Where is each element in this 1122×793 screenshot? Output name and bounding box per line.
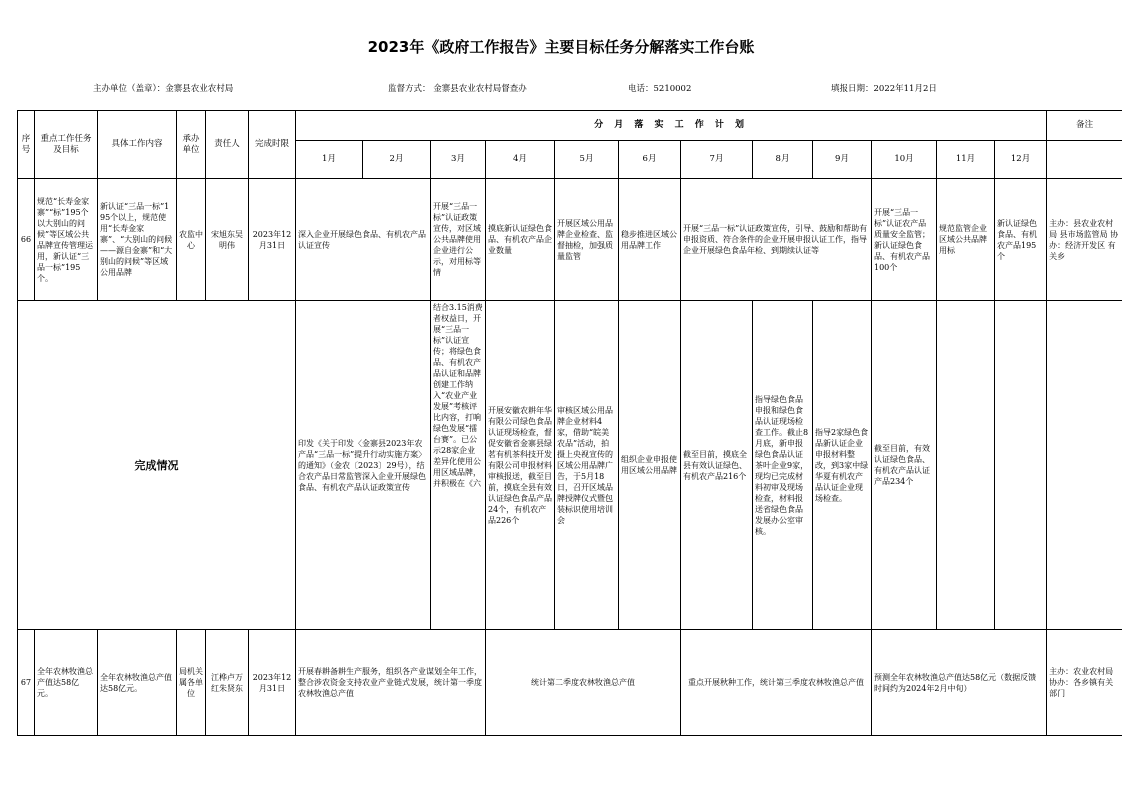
- row66-unit: 农监中心: [177, 179, 206, 301]
- row66-seq: 66: [18, 179, 35, 301]
- row66-plan-may: 开展区域公用品牌企业检查、监督抽检，加强质量监管: [555, 179, 619, 301]
- row67-plan-q2: 统计第二季度农林牧渔总产值: [486, 630, 681, 736]
- completion-row: [18, 301, 1122, 630]
- row66-plan-jul-sep: 开展“三品一标”认证政策宣传，引导、鼓励和帮助有申报资质、符合条件的企业开展申报认证工作，指导企业开展绿色食品年检、到期续认证等: [681, 179, 872, 301]
- row67-unit: 局机关属各单位: [177, 630, 206, 736]
- month-header: 3月: [431, 141, 486, 179]
- row66-plan-nov: 规范监管企业区域公共品牌用标: [937, 179, 995, 301]
- completion-jun: 组织企业申报使用区域公用品牌: [619, 301, 681, 630]
- table-row-67: [18, 630, 1122, 736]
- header-person: 责任人: [206, 111, 249, 179]
- month-header: 12月: [995, 141, 1047, 179]
- completion-mar: 结合3.15消费者权益日，开展“三品一标”认证宣传；将绿色食品、有机农产品认证和品牌创建工作纳入“农业产业发展”考核评比内容，打响绿色发展“擂台赛”。已公示28家企业差异化使用公用区域品牌，并积极在《六: [431, 301, 486, 630]
- completion-may: 审核区域公用品牌企业材料4家，借助“皖美农品”活动，拍摄上央视宣传的区域公用品牌广告，于5月18日，召开区域品牌授牌仪式暨包装标识使用培训会: [555, 301, 619, 630]
- row67-remark: 主办：农业农村局 协办：各乡镇有关部门: [1047, 630, 1122, 736]
- row66-plan-oct: 开展“三品一标”认证农产品质量安全监管；新认证绿色食品、有机农产品100个: [872, 179, 937, 301]
- row67-deadline: 2023年12月31日: [249, 630, 296, 736]
- completion-sep: 指导2家绿色食品新认证企业申报材料整改，到3家中绿华夏有机农产品认证企业现场检查。: [813, 301, 872, 630]
- completion-aug: 指导绿色食品申报和绿色食品认证现场检查工作。截止8月底，新申报绿色食品认证茶叶企业9家，现均已完成材料初审及现场检查，材料报送省绿色食品发展办公室审核。: [753, 301, 813, 630]
- row66-deadline: 2023年12月31日: [249, 179, 296, 301]
- row66-content: 新认证“三品一标”195个以上，规范使用“长寿金家寨”、“大别山的问候——源自金寨”和“大别山的问候”等区域公用品牌: [98, 179, 177, 301]
- row66-remark: 主办：县农业农村局 县市场监管局 协办：经济开发区 有关乡: [1047, 179, 1122, 301]
- month-header: 8月: [753, 141, 813, 179]
- row66-plan-mar: 开展“三品一标”认证政策宣传，对区域公共品牌使用企业进行公示，对用标等情: [431, 179, 486, 301]
- row66-plan-apr: 摸底新认证绿色食品、有机农产品企业数量: [486, 179, 555, 301]
- row66-person: 宋旭东吴明伟: [206, 179, 249, 301]
- completion-remark: [1047, 301, 1122, 630]
- header-task: 重点工作任务及目标: [35, 111, 98, 179]
- table-row-66: [18, 179, 1122, 301]
- row67-task: 全年农林牧渔总产值达58亿元。: [35, 630, 98, 736]
- month-header: 10月: [872, 141, 937, 179]
- header-content: 具体工作内容: [98, 111, 177, 179]
- month-header: 7月: [681, 141, 753, 179]
- month-header: 9月: [813, 141, 872, 179]
- header-seq: 序号: [18, 111, 35, 179]
- month-header: 1月: [296, 141, 363, 179]
- row67-person: 江桦卢万红朱贤东: [206, 630, 249, 736]
- header-row: [18, 111, 1122, 141]
- month-header: 2月: [363, 141, 431, 179]
- completion-oct: 截至目前，有效认证绿色食品、有机农产品认证产品234个: [872, 301, 937, 630]
- completion-dec: [995, 301, 1047, 630]
- month-header: 6月: [619, 141, 681, 179]
- completion-nov: [937, 301, 995, 630]
- row67-seq: 67: [18, 630, 35, 736]
- month-header: 5月: [555, 141, 619, 179]
- row66-plan-jun: 稳步推进区域公用品牌工作: [619, 179, 681, 301]
- task-ledger-table: [17, 110, 1122, 736]
- header-deadline: 完成时限: [249, 111, 296, 179]
- row66-task: 规范“长寿金家寨”“标”195个以大别山的问候”等区域公共品牌宣传管理运用，新认证“三品一标”195个。: [35, 179, 98, 301]
- remark-blank: [1047, 141, 1122, 179]
- completion-apr: 开展安徽农耕年华有限公司绿色食品认证现场检查，督促安徽省金寨县绿茗有机茶科技开发有限公司申报材料审核报送，截至目前，摸底全县有效认证绿色食品产品24个，有机农产品226个: [486, 301, 555, 630]
- row66-plan-dec: 新认证绿色食品、有机农产品195个: [995, 179, 1047, 301]
- completion-jan-feb: 印发《关于印发〈金寨县2023年农产品“三品一标”提升行动实施方案〉的通知》（金农〔2023〕29号），结合农产品日常监管深入企业开展绿色食品、有机农产品认证政策宣传: [296, 301, 431, 630]
- supervision-method: 监督方式： 金寨县农业农村局督查办: [388, 84, 527, 94]
- month-header: 11月: [937, 141, 995, 179]
- row67-plan-q1: 开展春耕备耕生产服务，组织各产业谋划全年工作，整合涉农资金支持农业产业链式发展，统计第一季度农林牧渔总产值: [296, 630, 486, 736]
- row67-content: 全年农林牧渔总产值达58亿元。: [98, 630, 177, 736]
- host-unit: 主办单位（盖章）：金寨县农业农村局: [93, 84, 234, 94]
- month-header: 4月: [486, 141, 555, 179]
- row66-plan-jan-feb: 深入企业开展绿色食品、有机农产品认证宣传: [296, 179, 431, 301]
- header-remark: 备注: [1047, 111, 1122, 141]
- header-monthly-plan: 分 月 落 实 工 作 计 划: [296, 111, 1047, 141]
- header-unit: 承办单位: [177, 111, 206, 179]
- fill-date: 填报日期：2022年11月2日: [831, 84, 937, 94]
- completion-jul: 截至目前，摸底全县有效认证绿色、有机农产品216个: [681, 301, 753, 630]
- phone: 电话：5210002: [628, 84, 692, 94]
- completion-label: 完成情况: [18, 301, 296, 630]
- row67-plan-q3: 重点开展秋种工作，统计第三季度农林牧渔总产值: [681, 630, 872, 736]
- page-title: 2023年《政府工作报告》主要目标任务分解落实工作台账: [367, 38, 755, 56]
- row67-plan-q4: 预测全年农林牧渔总产值达58亿元（数据反馈时间约为2024年2月中旬）: [872, 630, 1047, 736]
